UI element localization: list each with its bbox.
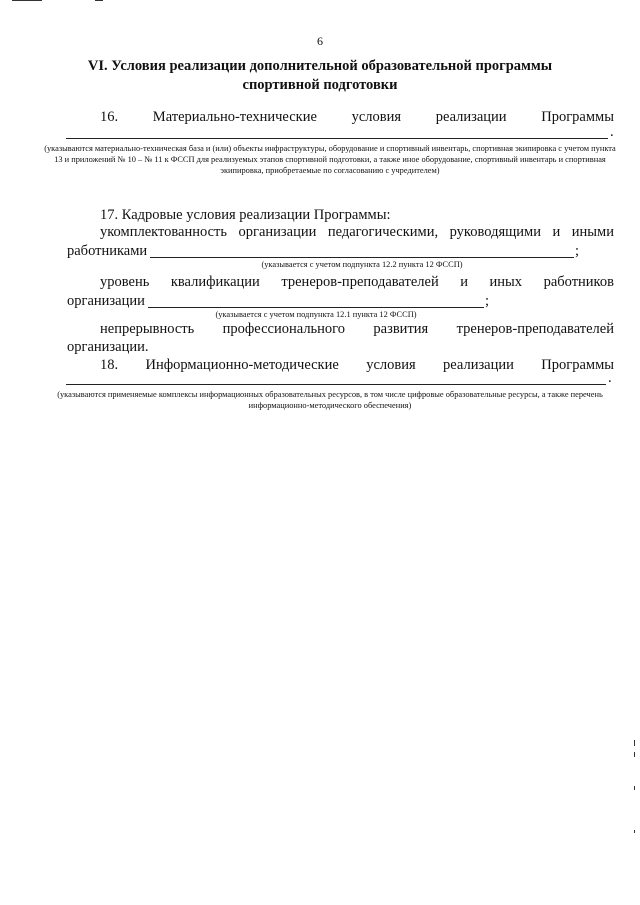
text-word: педагогическими, xyxy=(327,224,439,240)
item18-fill-line xyxy=(66,384,606,385)
text-word: и xyxy=(552,224,561,240)
item17-staffing-line xyxy=(100,224,614,241)
text-word: организации xyxy=(238,224,317,240)
scan-mark xyxy=(12,0,42,1)
item16-word: реализации xyxy=(435,109,507,125)
scan-mark xyxy=(634,752,635,757)
text-word: руководящими xyxy=(449,224,541,240)
item18-number: 18. xyxy=(100,357,119,373)
text-word: квалификации xyxy=(170,274,260,290)
item17-staffing-fill-line xyxy=(150,257,574,258)
item18-period: . xyxy=(608,370,612,386)
text-word: и xyxy=(460,274,468,290)
item18-heading xyxy=(100,357,614,374)
text-word: иными xyxy=(571,224,614,240)
text-word: тренеров-преподавателей xyxy=(456,321,614,337)
item17-staffing-semicolon: ; xyxy=(575,243,580,259)
item18-word: Информационно-методические xyxy=(145,357,339,373)
item16-note: (указываются материально-техническая база и (или) объекты инфраструктуры, оборудование и спортивный инвентарь, спортивная экипировка с учетом пункта 13 и приложений № 10 – № 11 к ФССП для реализуемых этапов спортивной подготовки, а также иное оборудование, спортивный инвентарь и спортивная экипировка, приобретаемые по согласованию с учредителем) xyxy=(44,144,616,175)
item16-period: . xyxy=(610,124,614,140)
scan-mark xyxy=(634,830,635,833)
scan-mark xyxy=(634,740,635,746)
text-word: укомплектованность xyxy=(100,224,227,240)
item17-qualification-note: (указывается с учетом подпункта 12.1 пункта 12 ФССП) xyxy=(215,310,417,319)
item16-fill-line xyxy=(66,138,608,139)
text-word: непрерывность xyxy=(100,321,195,337)
scan-mark xyxy=(95,0,103,1)
item18-word: Программы xyxy=(541,357,614,373)
text-word: развития xyxy=(373,321,429,337)
text-word: профессионального xyxy=(222,321,346,337)
text-word: работников xyxy=(543,274,614,290)
section-title-line2: спортивной подготовки xyxy=(242,77,398,93)
text-word: тренеров-преподавателей xyxy=(281,274,439,290)
item16-word: Материально-технические xyxy=(152,109,317,125)
item17-qualification-semicolon: ; xyxy=(485,293,490,309)
item18-word: реализации xyxy=(443,357,514,373)
item17-development-line xyxy=(100,321,614,338)
page-number: 6 xyxy=(317,34,323,48)
item18-word: условия xyxy=(366,357,416,373)
item17-qualification-cont: организации xyxy=(67,293,145,309)
item17-staffing-cont: работниками xyxy=(67,243,148,259)
item16-heading xyxy=(100,109,614,126)
item17-qualification-fill-line xyxy=(148,307,484,308)
text-word: иных xyxy=(489,274,523,290)
item18-note: (указываются применяемые комплексы информационных образовательных ресурсов, в том числе цифровые образовательные ресурсы, а также перечень информационно-методического обеспечения) xyxy=(57,390,603,410)
item17-staffing-note: (указывается с учетом подпункта 12.2 пункта 12 ФССП) xyxy=(261,260,463,269)
item16-word: Программы xyxy=(541,109,614,125)
section-title-line1: VI. Условия реализации дополнительной образовательной программы xyxy=(87,58,553,74)
item17-qualification-line xyxy=(100,274,614,291)
item17-heading: 17. Кадровые условия реализации Программы: xyxy=(100,207,391,223)
scan-mark xyxy=(634,786,635,790)
text-word: уровень xyxy=(100,274,150,290)
item16-word: условия xyxy=(351,109,402,125)
item17-development-cont: организации. xyxy=(67,339,149,355)
item16-number: 16. xyxy=(100,109,119,125)
